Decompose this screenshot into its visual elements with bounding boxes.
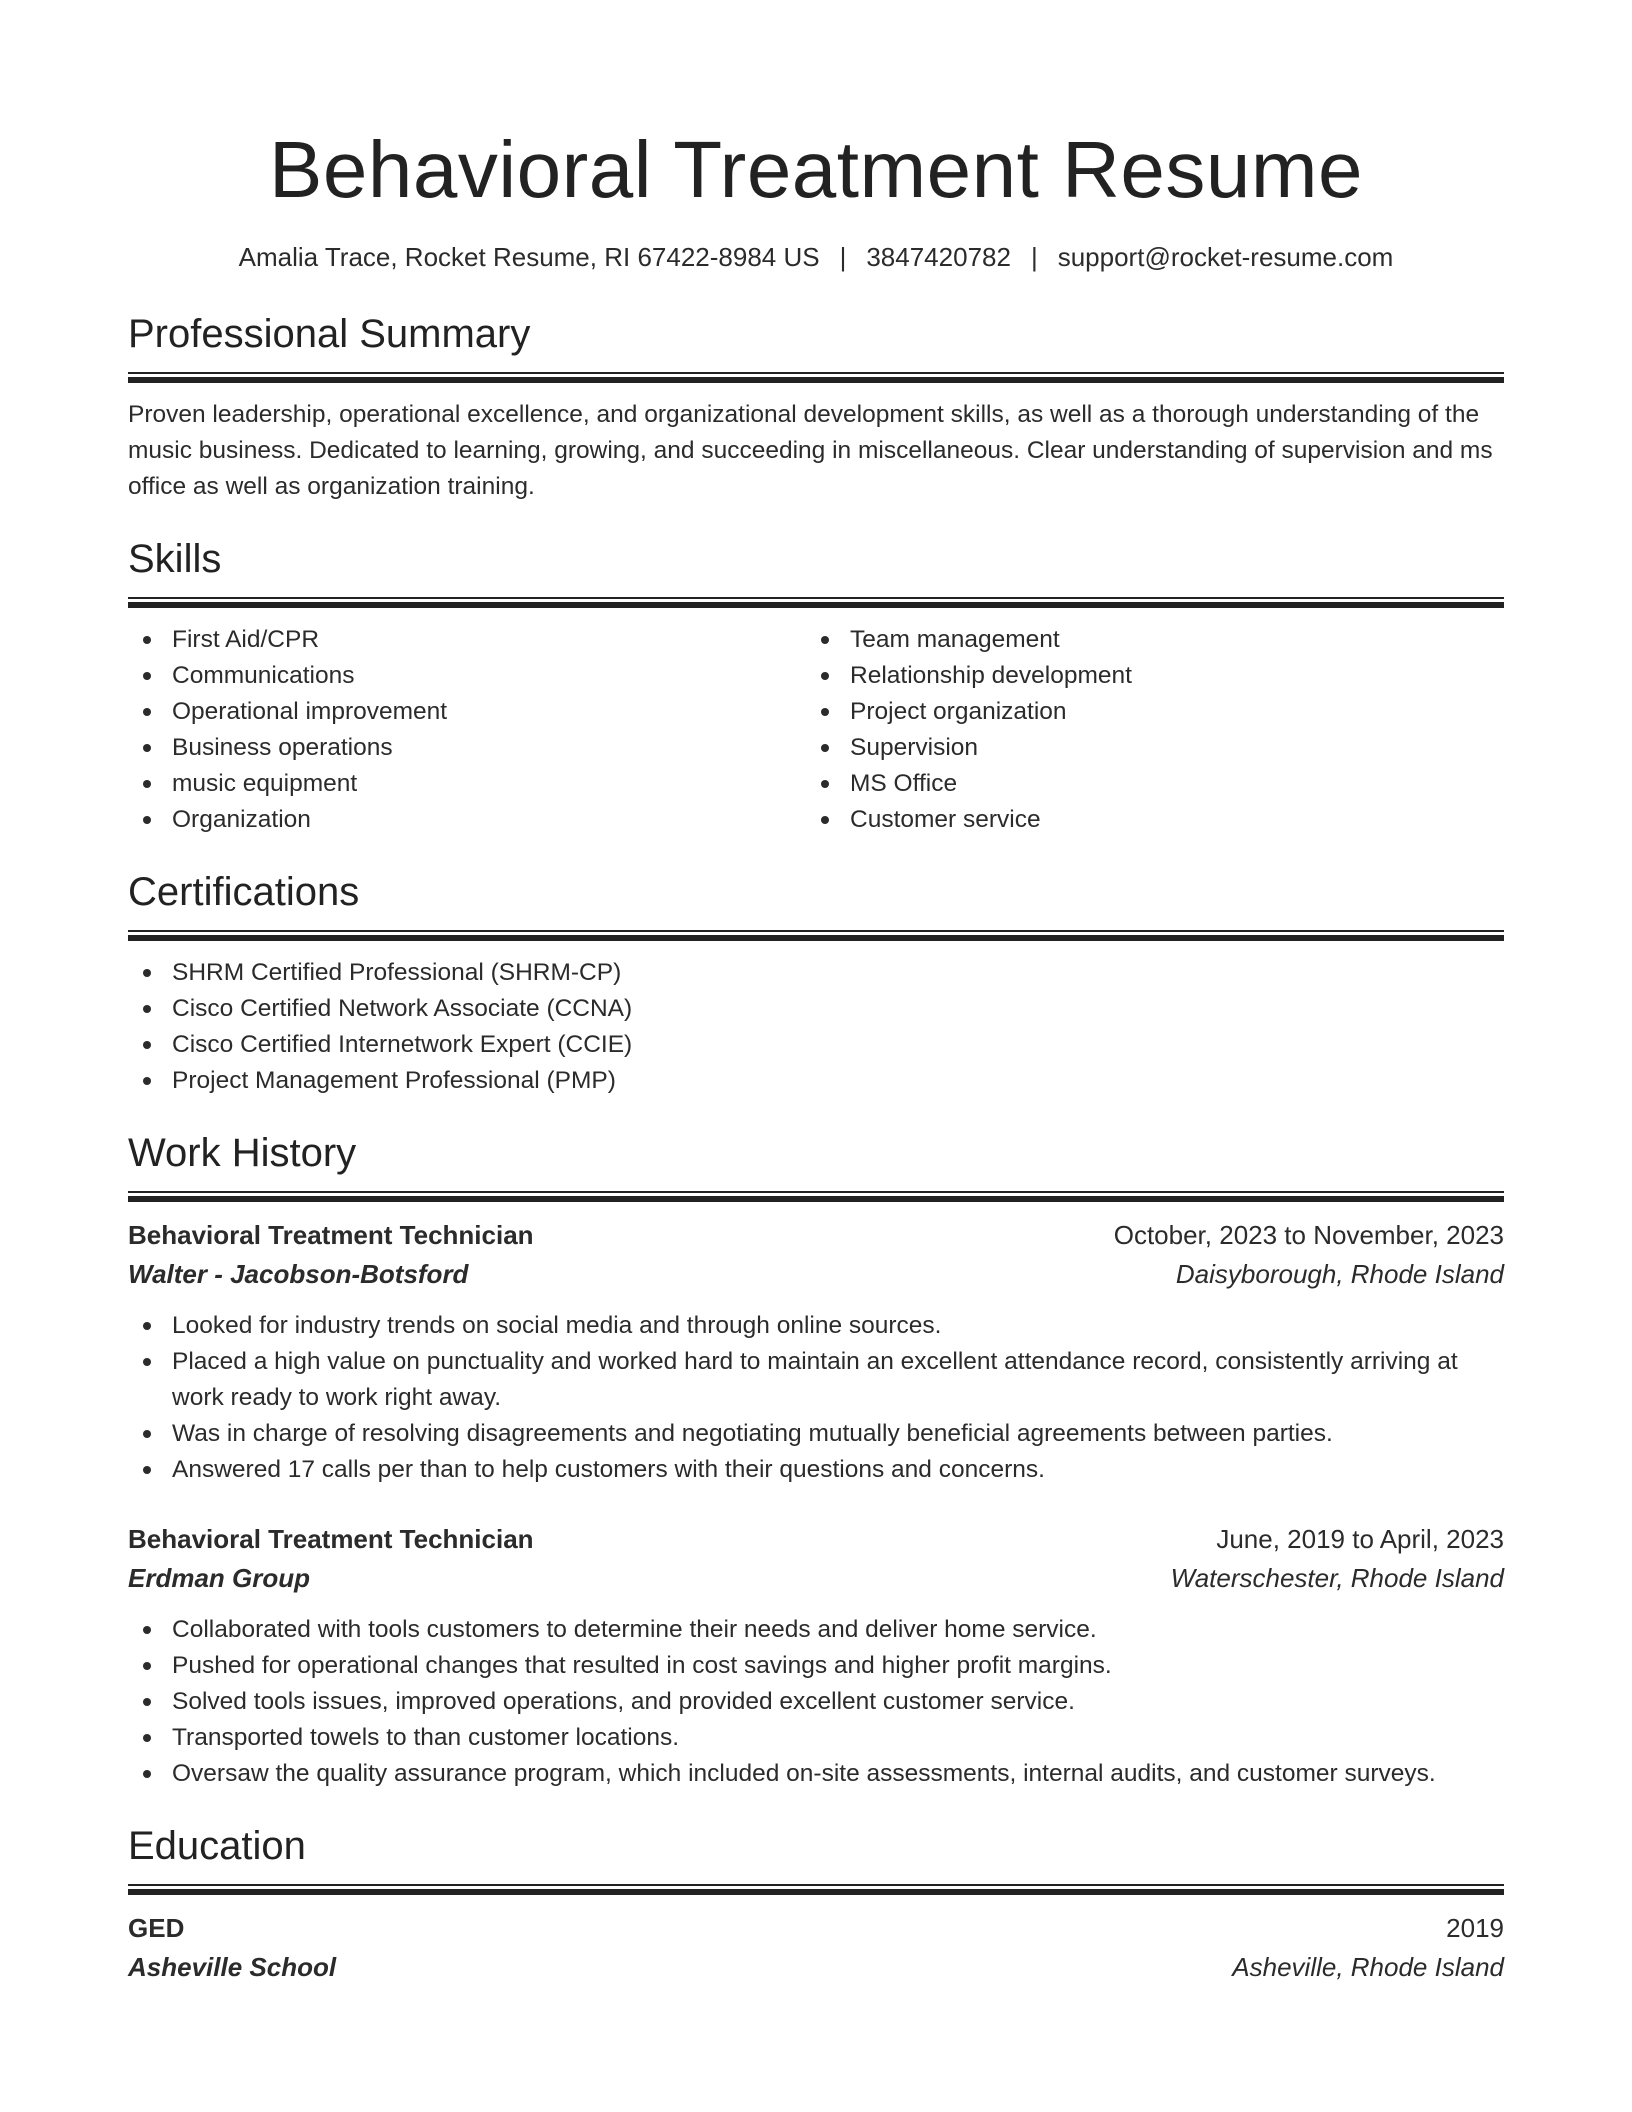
education-school: Asheville School [128, 1952, 337, 1982]
section-divider [128, 372, 1504, 383]
contact-address: Amalia Trace, Rocket Resume, RI 67422-8984 US [238, 242, 820, 272]
job-title: Behavioral Treatment Technician [128, 1524, 534, 1554]
certifications-section [128, 868, 1504, 1099]
resume-page [128, 0, 1504, 1987]
skills-list-right [806, 622, 1484, 838]
job-subheader [128, 1558, 1504, 1598]
education-year: 2019 [1446, 1913, 1504, 1943]
education-header [128, 1909, 1504, 1947]
skill-item: Project organization [806, 694, 1484, 730]
certifications-list [128, 955, 1504, 1099]
skill-item: Supervision [806, 730, 1484, 766]
job-entry [128, 1520, 1504, 1792]
job-duties-list [128, 1308, 1504, 1488]
certification-item: Project Management Professional (PMP) [128, 1063, 1504, 1099]
job-title: Behavioral Treatment Technician [128, 1220, 534, 1250]
summary-text: Proven leadership, operational excellence, and organizational development skills, as well as a thorough understanding of the music business. Dedicated to learning, growing, and succeeding in miscellaneous. Clear understanding of supervision and ms office as well as organization training. [128, 401, 1493, 500]
job-duty: Pushed for operational changes that resulted in cost savings and higher profit margins. [128, 1648, 1504, 1684]
job-duties-list [128, 1612, 1504, 1792]
job-company: Erdman Group [128, 1563, 311, 1593]
contact-separator: | [839, 242, 847, 272]
skill-item: Operational improvement [128, 694, 806, 730]
education-section [128, 1822, 1504, 1987]
skills-grid [128, 622, 1504, 838]
job-location: Daisyborough, Rhode Island [1175, 1259, 1504, 1289]
job-location: Waterschester, Rhode Island [1170, 1563, 1504, 1593]
education-entry [128, 1909, 1504, 1987]
job-dates: October, 2023 to November, 2023 [1113, 1220, 1504, 1250]
job-company: Walter - Jacobson-Botsford [128, 1259, 469, 1289]
job-duty: Placed a high value on punctuality and worked hard to maintain an excellent attendance record, consistently arriving at work ready to work right away. [128, 1344, 1504, 1416]
skill-item: MS Office [806, 766, 1484, 802]
contact-line [128, 240, 1504, 274]
skill-item: Organization [128, 802, 806, 838]
section-divider [128, 1191, 1504, 1202]
summary-section [128, 310, 1504, 505]
skills-section [128, 535, 1504, 838]
section-divider [128, 930, 1504, 941]
skill-item: First Aid/CPR [128, 622, 806, 658]
work-history-heading: Work History [128, 1131, 357, 1175]
contact-email: support@rocket-resume.com [1057, 242, 1394, 272]
job-duty: Looked for industry trends on social media and through online sources. [128, 1308, 1504, 1344]
contact-separator: | [1030, 242, 1038, 272]
job-duty: Was in charge of resolving disagreements and negotiating mutually beneficial agreements between parties. [128, 1416, 1504, 1452]
section-divider [128, 597, 1504, 608]
certification-item: Cisco Certified Internetwork Expert (CCIE) [128, 1027, 1504, 1063]
work-history-section [128, 1129, 1504, 1792]
certifications-heading: Certifications [128, 870, 360, 914]
skill-item: Business operations [128, 730, 806, 766]
job-duty: Answered 17 calls per than to help customers with their questions and concerns. [128, 1452, 1504, 1488]
education-degree: GED [128, 1913, 185, 1943]
skills-heading: Skills [128, 537, 222, 581]
education-subheader [128, 1947, 1504, 1987]
job-duty: Oversaw the quality assurance program, which included on-site assessments, internal audits, and customer surveys. [128, 1756, 1504, 1792]
skill-item: Communications [128, 658, 806, 694]
job-entry [128, 1216, 1504, 1488]
job-duty: Solved tools issues, improved operations, and provided excellent customer service. [128, 1684, 1504, 1720]
summary-heading: Professional Summary [128, 312, 531, 356]
job-header [128, 1520, 1504, 1558]
skill-item: Customer service [806, 802, 1484, 838]
contact-phone: 3847420782 [866, 242, 1011, 272]
skills-list-left [128, 622, 806, 838]
job-duty: Collaborated with tools customers to determine their needs and deliver home service. [128, 1612, 1504, 1648]
skill-item: music equipment [128, 766, 806, 802]
job-duty: Transported towels to than customer locations. [128, 1720, 1504, 1756]
education-heading: Education [128, 1824, 306, 1868]
job-header [128, 1216, 1504, 1254]
skill-item: Team management [806, 622, 1484, 658]
education-location: Asheville, Rhode Island [1232, 1952, 1504, 1982]
skill-item: Relationship development [806, 658, 1484, 694]
resume-title: Behavioral Treatment Resume [268, 125, 1363, 214]
job-subheader [128, 1254, 1504, 1294]
certification-item: Cisco Certified Network Associate (CCNA) [128, 991, 1504, 1027]
section-divider [128, 1884, 1504, 1895]
certification-item: SHRM Certified Professional (SHRM-CP) [128, 955, 1504, 991]
job-dates: June, 2019 to April, 2023 [1216, 1524, 1504, 1554]
